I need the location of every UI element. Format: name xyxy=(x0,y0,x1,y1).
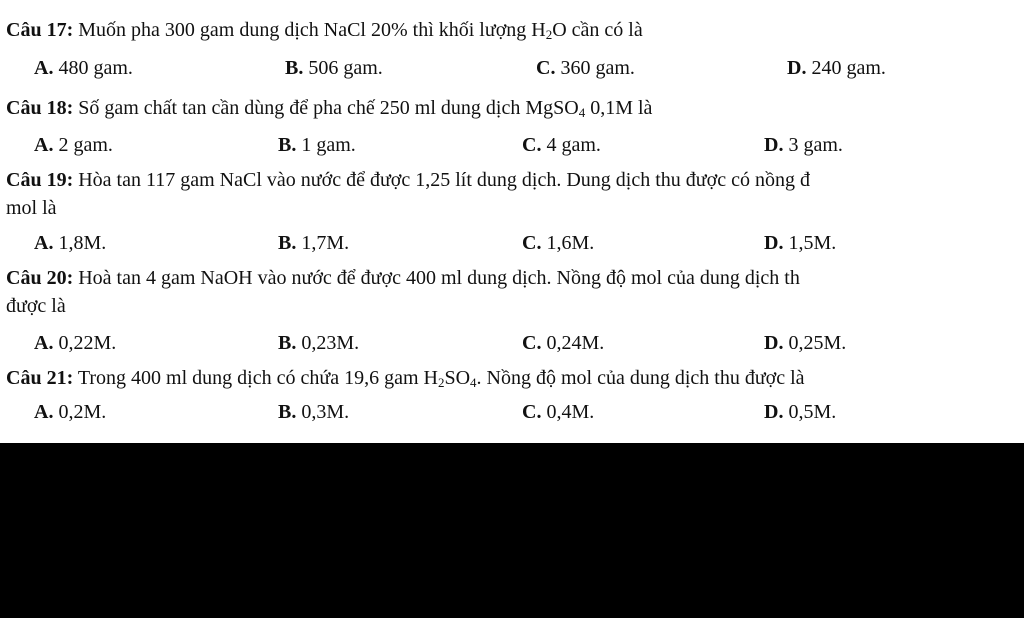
question-20 xyxy=(6,266,800,290)
option-c: C. 1,6M. xyxy=(522,232,595,254)
question-18 xyxy=(6,96,652,120)
question-text: Hoà tan 4 gam NaOH vào nước để được 400 ml dung dịch. Nồng độ mol của dung dịch th xyxy=(78,267,800,289)
question-number: Câu 20: xyxy=(6,267,74,289)
option-b: B. 0,3M. xyxy=(278,401,350,423)
question-number: Câu 21: xyxy=(6,367,74,389)
question-number: Câu 17: xyxy=(6,19,74,41)
question-number: Câu 18: xyxy=(6,97,74,119)
question-text: Hòa tan 117 gam NaCl vào nước để được 1,25 lít dung dịch. Dung dịch thu được có nồng đ xyxy=(78,169,810,191)
question-text: Trong 400 ml dung dịch có chứa 19,6 gam $H_2SO_4$. Nồng độ mol của dung dịch thu được là xyxy=(77,367,805,390)
option-c: C. 0,24M. xyxy=(522,332,605,354)
question-number: Câu 19: xyxy=(6,169,74,191)
question-text: Số gam chất tan cần dùng để pha chế 250 ml dung dịch MgSO$_4$ 0,1M là xyxy=(78,97,653,120)
option-b: B. 506 gam. xyxy=(285,57,383,79)
option-c: C. 0,4M. xyxy=(522,401,595,423)
option-c: C. 360 gam. xyxy=(536,57,635,79)
option-b: B. 1,7M. xyxy=(278,232,350,254)
question-21 xyxy=(6,366,805,390)
option-c: C. 4 gam. xyxy=(522,134,601,156)
option-d: D. 1,5M. xyxy=(764,232,837,254)
option-b: B. 1 gam. xyxy=(278,134,356,156)
option-a: A. 0,22M. xyxy=(34,332,117,354)
option-a: A. 480 gam. xyxy=(34,57,133,79)
option-a: A. 0,2M. xyxy=(34,401,107,423)
option-d: D. 240 gam. xyxy=(787,57,886,79)
question-text-continuation: mol là xyxy=(6,197,57,219)
option-b: B. 0,23M. xyxy=(278,332,360,354)
question-text-continuation: được là xyxy=(6,295,66,317)
option-a: A. 1,8M. xyxy=(34,232,107,254)
option-d: D. 3 gam. xyxy=(764,134,843,156)
question-17 xyxy=(6,18,643,42)
question-text: Muốn pha 300 gam dung dịch NaCl 20% thì khối lượng $H_2O$ cần có là xyxy=(78,19,643,42)
black-letterbox-area xyxy=(0,443,1024,618)
question-19 xyxy=(6,168,810,192)
option-d: D. 0,25M. xyxy=(764,332,847,354)
option-a: A. 2 gam. xyxy=(34,134,113,156)
option-d: D. 0,5M. xyxy=(764,401,837,423)
